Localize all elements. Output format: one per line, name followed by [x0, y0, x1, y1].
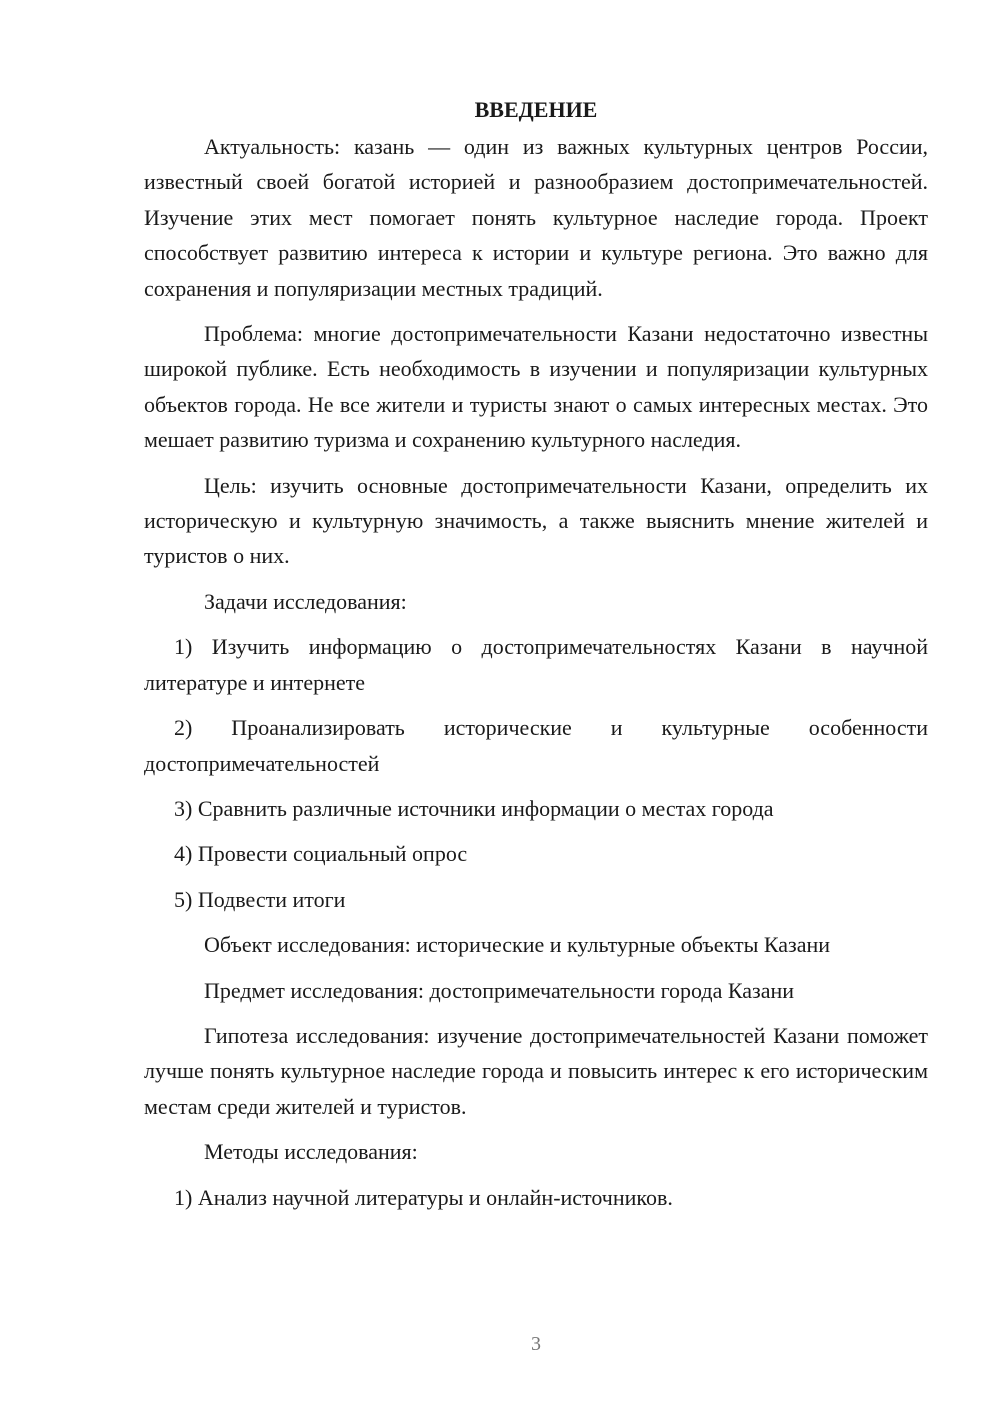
- methods-title: Методы исследования:: [204, 1139, 418, 1165]
- document-page: [144, 92, 928, 1225]
- subject-paragraph: Предмет исследования: достопримечательности города Казани: [204, 977, 795, 1003]
- section-heading: ВВЕДЕНИЕ: [474, 97, 598, 122]
- task-item: 1) Изучить информацию о достопримечательностях Казани в научной литературе и интернете: [144, 634, 928, 695]
- object-paragraph: Объект исследования: исторические и культурные объекты Казани: [204, 932, 831, 958]
- method-item: 1) Анализ научной литературы и онлайн-источников.: [174, 1184, 673, 1210]
- relevance-paragraph: Актуальность: казань — один из важных культурных центров России, известный своей богатой историей и разнообразием достопримечательностей. Изучение этих мест помогает понять культурное наследие города. Проект способствует развитию интереса к истории и культуре региона. Это важно для сохранения и популяризации местных традиций.: [144, 134, 928, 301]
- task-item: 3) Сравнить различные источники информации о местах города: [174, 795, 774, 821]
- page-number: 3: [531, 1333, 541, 1355]
- task-item: 5) Подвести итоги: [174, 886, 346, 912]
- hypothesis-paragraph: Гипотеза исследования: изучение достопримечательностей Казани поможет лучше понять культурное наследие города и повысить интерес к его историческим местам среди жителей и туристов.: [144, 1022, 928, 1119]
- problem-paragraph: Проблема: многие достопримечательности Казани недостаточно известны широкой публике. Есть необходимость в изучении и популяризации культурных объектов города. Не все жители и туристы знают о самых интересных местах. Это мешает развитию туризма и сохранению культурного наследия.: [144, 321, 928, 453]
- tasks-title: Задачи исследования:: [204, 588, 407, 614]
- goal-paragraph: Цель: изучить основные достопримечательности Казани, определить их историческую и культурную значимость, а также выяснить мнение жителей и туристов о них.: [144, 472, 928, 569]
- task-item: 2) Проанализировать исторические и культурные особенности достопримечательностей: [144, 715, 928, 776]
- task-item: 4) Провести социальный опрос: [174, 841, 468, 867]
